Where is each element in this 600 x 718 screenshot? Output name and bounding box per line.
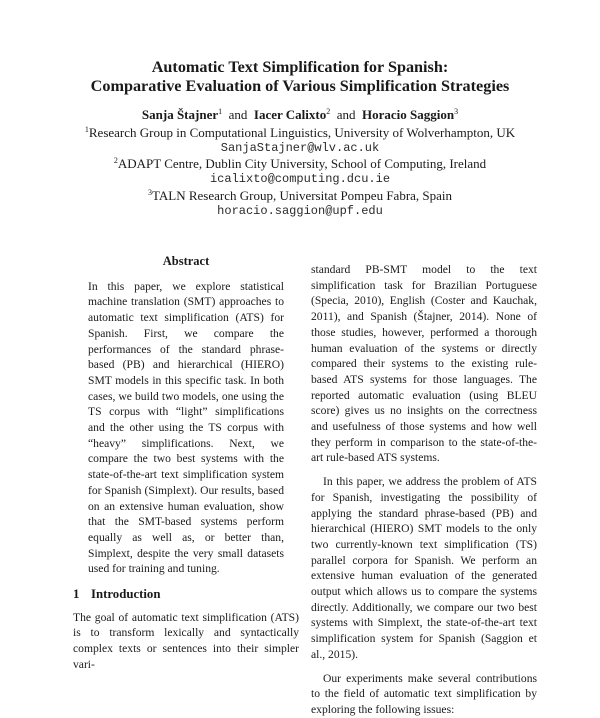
affiliation-text: ADAPT Centre, Dublin City University, School of Computing, Ireland — [117, 156, 487, 172]
paper-title — [0, 58, 600, 96]
right-column — [311, 262, 537, 718]
author-name: Horacio Saggion — [362, 107, 455, 122]
abstract-text: In this paper, we explore statistical machine translation (SMT) approaches to automatic text simplification (ATS) for Spanish. First, we compare the performances of the standard phrase-based (PB) and hierarchical (HIERO) SMT models in this specific task. In both cases, we build two models, one using the TS corpus with “light” simplifications and the other using the TS corpus with “heavy” simplifications. Next, we compare the two best systems with the state-of-the-art text simplification system for Spanish (Simplext). Our results, based on an extensive human evaluation, show that the SMT-based systems perform equally as well as, or better than, Simplext, despite the very small datasets used for training and tuning. — [88, 279, 284, 576]
body-paragraph: In this paper, we address the problem of ATS for Spanish, investigating the possibility of applying the standard phrase-based (PB) and hierarchical (HIERO) SMT models to the only two currently-known text simplification (TS) parallel corpora for Spanish. We perform an extensive human evaluation of the generated output which allows us to compare the systems directly. Additionally, we compare our two best systems with Simplext, the state-of-the-art text simplification system for Spanish (Saggion et al., 2015). — [311, 475, 537, 661]
section-number: 1 — [73, 587, 80, 602]
body-paragraph: Our experiments make several contributions to the field of automatic text simplification by exploring the following issues: — [311, 671, 537, 716]
affiliation-text: TALN Research Group, Universitat Pompeu Fabra, Spain — [151, 187, 453, 203]
affiliation-line — [0, 188, 600, 204]
intro-paragraph: The goal of automatic text simplification (ATS) is to transform lexically and syntactically complex texts or sentences into their simpler vari- — [73, 610, 299, 671]
title-line-2: Comparative Evaluation of Various Simplification Strategies — [90, 77, 510, 95]
section-title: Introduction — [91, 587, 161, 602]
affiliation-line — [0, 156, 600, 172]
author-name: Sanja Štajner — [141, 107, 219, 122]
author-separator: and — [336, 107, 356, 122]
affiliation-superscript: 3 — [147, 187, 152, 197]
author-email[interactable]: SanjaStajner@wlv.ac.uk — [220, 140, 380, 155]
author-list — [0, 107, 600, 123]
affiliations — [0, 125, 600, 219]
author-superscript: 3 — [454, 107, 459, 116]
abstract-body — [73, 279, 299, 577]
section-heading — [73, 587, 299, 603]
author-name: Iacer Calixto — [253, 107, 327, 122]
affiliation-line — [0, 125, 600, 141]
author-superscript: 1 — [218, 107, 223, 116]
abstract-heading: Abstract — [162, 254, 210, 268]
body-paragraph: standard PB-SMT model to the text simplification task for Brazilian Portuguese (Specia, 2010), English (Coster and Kauchak, 2011), and Spanish (Štajner, 2014). None of those studies, however, performed a thorough human evaluation of the systems or directly compared their systems to the existing rule-based ATS systems for those languages. The reported automatic evaluation (using BLEU score) gives us no insights on the correctness and usefulness of those systems and how well they perform in comparison to the state-of-the-art rule-based ATS systems. — [311, 263, 537, 465]
author-email[interactable]: icalixto@computing.dcu.ie — [209, 172, 391, 187]
author-separator: and — [228, 107, 248, 122]
affiliation-superscript: 1 — [84, 125, 89, 134]
left-column — [73, 254, 299, 673]
author-email[interactable]: horacio.saggion@upf.edu — [217, 203, 383, 218]
author-superscript: 2 — [326, 107, 331, 116]
affiliation-superscript: 2 — [113, 156, 118, 166]
title-line-1: Automatic Text Simplification for Spanish: — [151, 58, 449, 76]
affiliation-text: Research Group in Computational Linguistics, University of Wolverhampton, UK — [88, 125, 516, 140]
